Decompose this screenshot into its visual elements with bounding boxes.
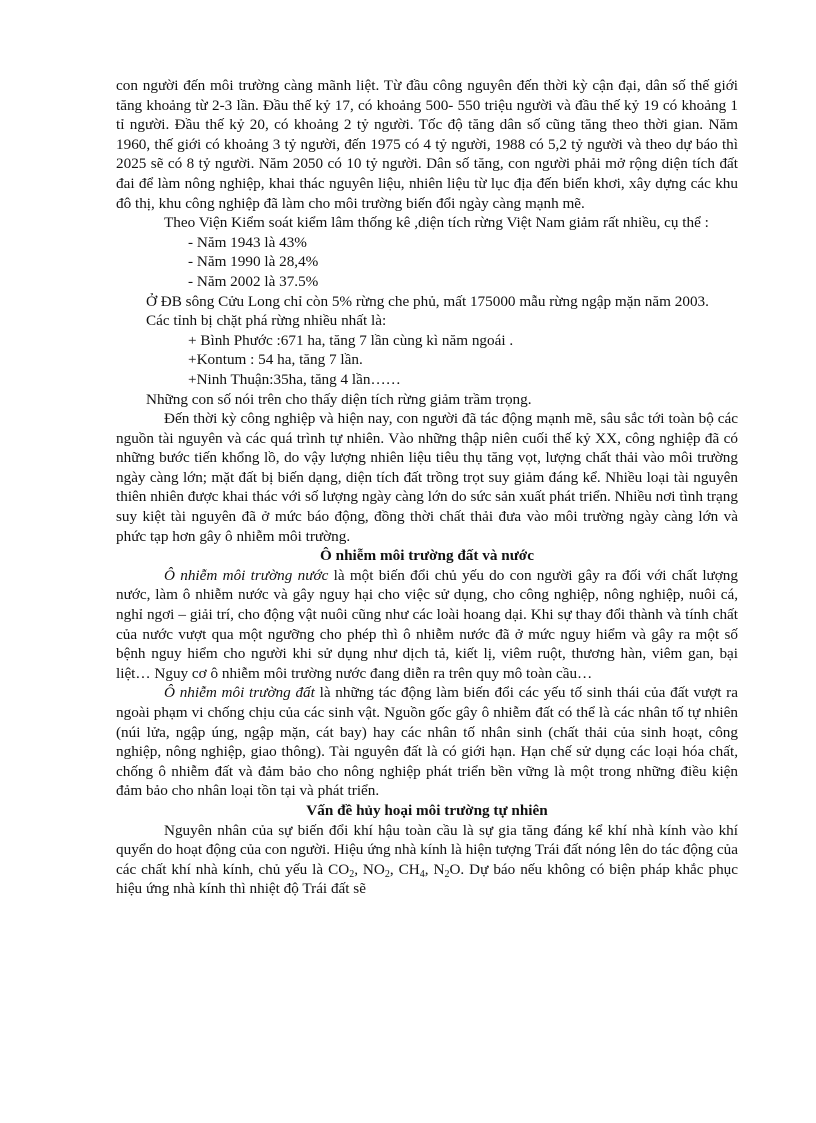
document-page [116, 76, 738, 899]
list-item: - Năm 2002 là 37.5% [188, 272, 319, 290]
water-text: là một biến đổi chủ yếu do con người gây ra đối với chất lượng nước, làm ô nhiễm nước và gây nguy hại cho việc sử dụng, cho công nghiệp, nông nghiệp, nuôi cá, nghỉ ngơi – giải trí, cho động vật nuôi cũng như các loài hoang dại. Khi sự thay đổi thành và tính chất của nước vượt qua một ngưỡng cho phép thì ô nhiễm nước đã ở mức nguy hiểm và gây ra một số bệnh nguy hiểm cho người khi sử dụng như dịch tả, kiết lị, viêm ruột, thương hàn, viêm gan, bại liệt… Nguy cơ ô nhiễm môi trường nước đang diễn ra trên quy mô toàn cầu… [116, 566, 738, 682]
soil-pollution-paragraph [116, 683, 738, 801]
water-term: Ô nhiễm môi trường nước [164, 566, 329, 584]
conclusion-paragraph: Những con số nói trên cho thấy diện tích rừng giảm trầm trọng. [146, 390, 532, 408]
climate-paragraph: Nguyên nhân của sự biến đổi khí hậu toàn cầu là sự gia tăng đáng kể khí nhà kính vào khí quyển do hoạt động của con người. Hiệu ứng nhà kính là hiện tượng Trái đất nóng lên do tác động của các chất khí nhà kính, chủ yếu là $CO_2$, $NO_2$, $CH_4$, $N_2O$. Dự báo nếu không có biện pháp khắc phục hiệu ứng nhà kính thì nhiệt độ Trái đất sẽ [116, 821, 738, 898]
soil-text: là những tác động làm biến đổi các yếu tố sinh thái của đất vượt ra ngoài phạm vi chống chịu của các sinh vật. Nguồn gốc gây ô nhiễm đất có thể là các nhân tố tự nhiên (núi lửa, ngập úng, ngập mặn, cát bay) hay các nhân tố nhân sinh (chất thải của sinh hoạt, công nghiệp, nông nghiệp, giao thông). Tài nguyên đất là có giới hạn. Hạn chế sử dụng các loại hóa chất, chống ô nhiễm đất và đảm bảo cho nông nghiệp phát triển bền vững là một trong những điều kiện đảm bảo cho nhân loại tồn tại và phát triển. [116, 684, 738, 800]
list-item: + Bình Phước :671 ha, tăng 7 lần cùng kì năm ngoái . [188, 331, 514, 349]
province-list [116, 331, 738, 390]
provinces-intro: Các tỉnh bị chặt phá rừng nhiều nhất là: [146, 312, 387, 330]
water-pollution-paragraph [116, 566, 738, 684]
mekong-delta-paragraph: Ở ĐB sông Cửu Long chỉ còn 5% rừng che phủ, mất 175000 mẫu rừng ngập mặn năm 2003. [146, 292, 709, 310]
list-item: - Năm 1943 là 43% [188, 233, 307, 251]
list-item: +Kontum : 54 ha, tăng 7 lần. [188, 351, 363, 369]
list-item: +Ninh Thuận:35ha, tăng 4 lần…… [188, 370, 401, 388]
population-paragraph: con người đến môi trường càng mãnh liệt. Từ đầu công nguyên đến thời kỳ cận đại, dân số thế giới tăng khoảng từ 2-3 lần. Đầu thế kỷ 17, có khoảng 500- 550 triệu người và đầu thế kỷ 19 có khoảng 1 tỉ người. Đầu thế kỷ 20, có khoảng 2 tỷ người. Tốc độ tăng dân số cũng tăng theo thời gian. Năm 1960, thế giới có khoảng 3 tỷ người, đến 1975 có 4 tỷ người, 1988 có 5,2 tỷ người và theo dự báo thì 2025 sẽ có 8 tỷ người. Năm 2050 có 10 tỷ người. Dân số tăng, con người phải mở rộng diện tích đất đai để làm nông nghiệp, khai thác nguyên liệu, nhiên liệu từ lục địa đến biển khơi, xây dựng các khu đô thị, khu công nghiệp đã làm cho môi trường biến đổi ngày càng mạnh mẽ. [116, 77, 738, 212]
section-heading-pollution: Ô nhiễm môi trường đất và nước [320, 547, 534, 565]
forest-cover-list [116, 233, 738, 292]
soil-term: Ô nhiễm môi trường đất [164, 684, 315, 702]
forest-stats-intro: Theo Viện Kiểm soát kiểm lâm thống kê ,diện tích rừng Việt Nam giảm rất nhiều, cụ thể : [164, 214, 709, 232]
list-item: - Năm 1990 là 28,4% [188, 253, 319, 271]
industrial-era-paragraph: Đến thời kỳ công nghiệp và hiện nay, con người đã tác động mạnh mẽ, sâu sắc tới toàn bộ các nguồn tài nguyên và các quá trình tự nhiên. Vào những thập niên cuối thế kỷ XX, công nghiệp đã có những bước tiến khổng lồ, do vậy lượng nhiên liệu tiêu thụ tăng vọt, lượng chất thải vào môi trường ngày càng lớn; mặt đất bị biến dạng, diện tích đất trồng trọt suy giảm đáng kể. Nhiều loại tài nguyên thiên nhiên được khai thác với số lượng ngày càng lớn do sức sản xuất phát triển. Nhiều nơi tình trạng suy kiệt tài nguyên đã ở mức báo động, đồng thời chất thải đưa vào môi trường ngày càng lớn và phức tạp hơn gây ô nhiễm môi trường. [116, 410, 738, 545]
section-heading-destruction: Vấn đề hủy hoại môi trường tự nhiên [306, 801, 548, 819]
